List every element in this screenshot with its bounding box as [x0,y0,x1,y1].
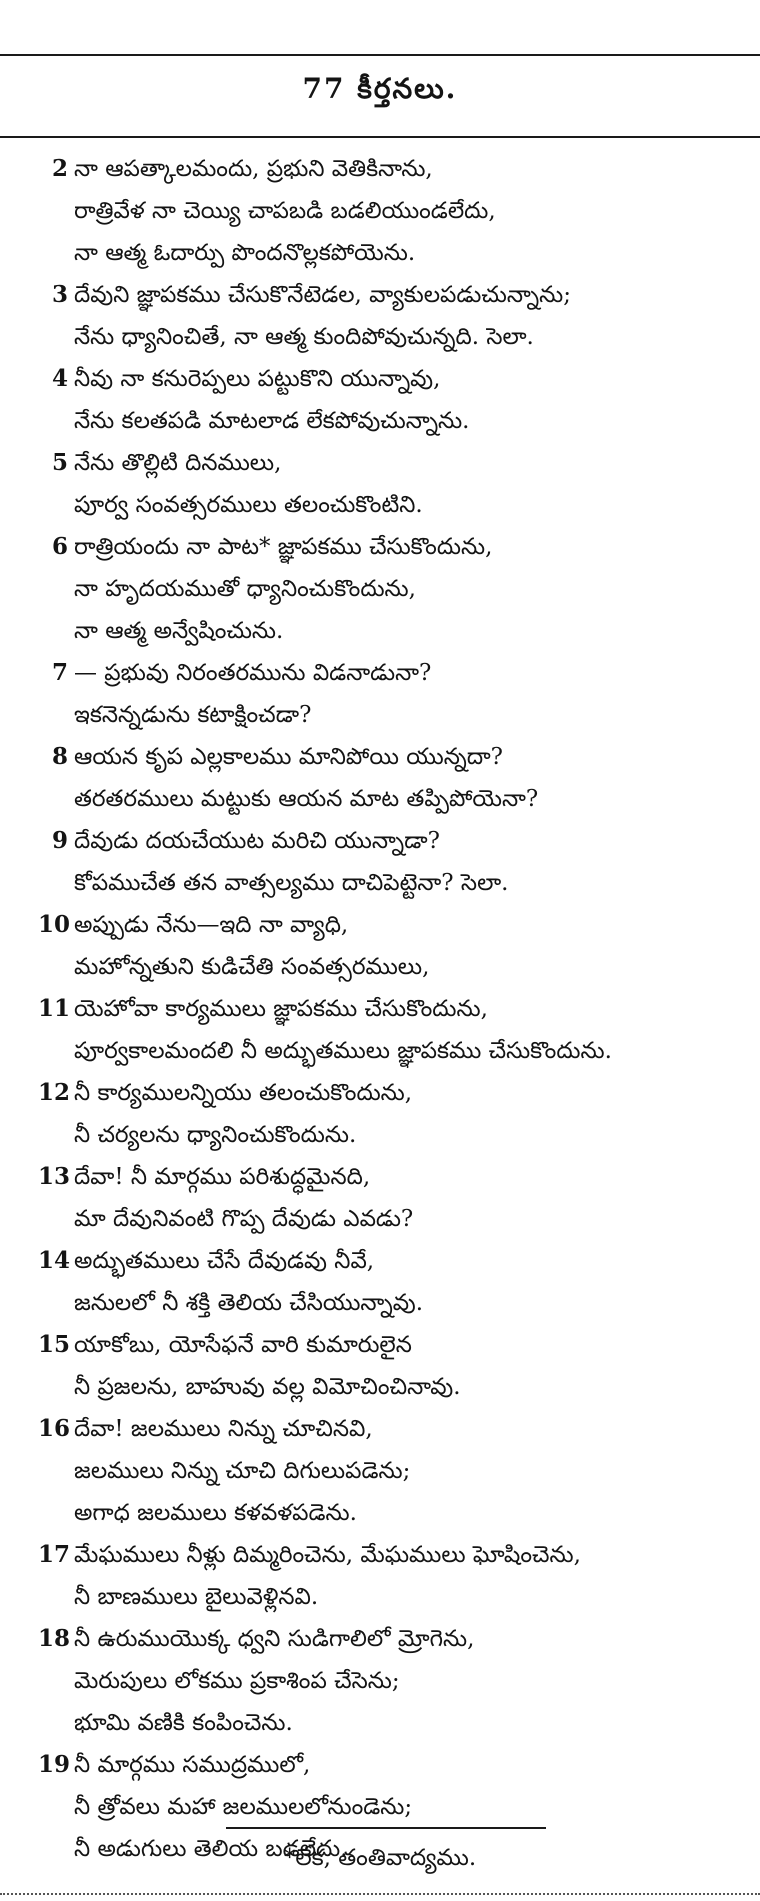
verse-number: 16 [38,1415,71,1442]
verse-text: పూర్వకాలమందలి నీ అద్భుతములు జ్ఞాపకము చేసుకొందును. [74,1038,612,1064]
verse-5 [38,442,738,526]
verse-line [38,1744,738,1786]
verse-number: 19 [38,1751,71,1778]
verse-line [38,568,738,610]
verse-text: జలములు నిన్ను చూచి దిగులుపడెను; [74,1458,411,1484]
verse-6 [38,526,738,652]
verse-text: దేవా! జలములు నిన్ను చూచినవి, [74,1416,373,1442]
verse-number: 13 [38,1163,71,1190]
verse-number: 8 [51,743,68,770]
verse-line [38,1492,738,1534]
verse-text: నీ త్రోవలు మహా జలములలోనుండెను; [74,1794,413,1820]
verse-17 [38,1534,738,1618]
verse-line [38,610,738,652]
verse-text: నీ బాణములు బైలువెళ్లినవి. [74,1584,319,1610]
verse-number: 9 [51,827,68,854]
verse-12 [38,1072,738,1156]
verse-text: మెరుపులు లోకము ప్రకాశింప చేసెను; [74,1668,400,1694]
verse-number: 4 [51,365,68,392]
verse-text: నీ కార్యములన్నియు తలంచుకొందును, [74,1080,413,1106]
verse-number: 15 [38,1331,71,1358]
verse-9 [38,820,738,904]
verse-line [38,1072,738,1114]
verse-line [38,1114,738,1156]
verse-line [38,820,738,862]
verse-text: కోపముచేత తన వాత్సల్యము దాచిపెట్టెనా? సెలా. [74,870,509,896]
verse-line [38,946,738,988]
verse-line [38,694,738,736]
verse-text: నేను కలతపడి మాటలాడ లేకపోవుచున్నాను. [74,408,470,434]
verse-line [38,1030,738,1072]
verse-text: మహోన్నతుని కుడిచేతి సంవత్సరములు, [74,954,430,980]
verse-list [38,148,738,1870]
verse-3 [38,274,738,358]
verse-text: జనులలో నీ శక్తి తెలియ చేసియున్నావు. [74,1290,424,1316]
verse-line [38,316,738,358]
verse-line [38,442,738,484]
verse-text: నీవు నా కనురెప్పలు పట్టుకొని యున్నావు, [74,366,441,392]
verse-line [38,232,738,274]
verse-text: నీ అడుగులు తెలియ బడలేదు. [74,1836,348,1862]
verse-text: రాత్రివేళ నా చెయ్యి చాపబడి బడలియుండలేదు, [74,198,496,224]
footnote-rule [226,1827,546,1829]
verse-7 [38,652,738,736]
verse-line [38,652,738,694]
verse-text: నా ఆత్మ ఓదార్పు పొందనొల్లకపోయెను. [74,240,416,266]
verse-15 [38,1324,738,1408]
verse-text: దేవా! నీ మార్గము పరిశుద్ధమైనది, [74,1164,371,1190]
verse-line [38,274,738,316]
verse-text: మా దేవునివంటి గొప్ప దేవుడు ఎవడు? [74,1206,414,1232]
verse-text: నా హృదయముతో ధ్యానించుకొందును, [74,576,416,602]
verse-16 [38,1408,738,1534]
verse-text: దేవుడు దయచేయుట మరిచి యున్నాడా? [74,828,440,854]
verse-number: 18 [38,1625,71,1652]
top-rule [0,54,760,56]
verse-line [38,1786,738,1828]
verse-number: 3 [51,281,68,308]
verse-number: 2 [51,155,68,182]
page-edge [0,1893,760,1897]
verse-text: నీ చర్యలను ధ్యానించుకొందును. [74,1122,357,1148]
verse-18 [38,1618,738,1744]
verse-line [38,358,738,400]
verse-line [38,1240,738,1282]
verse-line [38,484,738,526]
verse-line [38,1366,738,1408]
verse-text: రాత్రియందు నా పాట* జ్ఞాపకము చేసుకొందును, [74,534,493,560]
verse-line [38,988,738,1030]
verse-text: ఇకనెన్నడును కటాక్షించడా? [74,702,312,728]
verse-text: పూర్వ సంవత్సరములు తలంచుకొంటిని. [74,492,423,518]
verse-line [38,736,738,778]
verse-line [38,1324,738,1366]
verse-line [38,1618,738,1660]
verse-text: నేను తొల్లిటి దినములు, [74,450,282,476]
verse-14 [38,1240,738,1324]
verse-text: యాకోబు, యోసేఫనే వారి కుమారులైన [74,1332,412,1358]
verse-text: నీ మార్గము సముద్రములో, [74,1752,311,1778]
verse-13 [38,1156,738,1240]
verse-line [38,904,738,946]
verse-8 [38,736,738,820]
verse-line [38,1198,738,1240]
verse-text: భూమి వణికి కంపించెను. [74,1710,293,1736]
verse-number: 14 [38,1247,71,1274]
verse-text: దేవుని జ్ఞాపకము చేసుకొనేటెడల, వ్యాకులపడుచున్నాను; [74,282,571,308]
page-title: 77 కీర్తనలు. [302,72,458,105]
verse-line [38,526,738,568]
verse-line [38,400,738,442]
footnote: *లేక, తంతివాద్యము. [283,1845,477,1871]
verse-text: అద్భుతములు చేసే దేవుడవు నీవే, [74,1248,375,1274]
verse-text: అప్పుడు నేను—ఇది నా వ్యాధి, [74,912,349,938]
verse-line [38,1660,738,1702]
verse-text: నా ఆపత్కాలమందు, ప్రభుని వెతికినాను, [74,156,433,182]
verse-text: నా ఆత్మ అన్వేషించును. [74,618,284,644]
verse-text: ఆయన కృప ఎల్లకాలము మానిపోయి యున్నదా? [74,744,503,770]
verse-text: నేను ధ్యానించితే, నా ఆత్మ కుందిపోవుచున్నది. సెలా. [74,324,534,350]
verse-10 [38,904,738,988]
verse-line [38,190,738,232]
verse-text: యెహోవా కార్యములు జ్ఞాపకము చేసుకొందును, [74,996,488,1022]
verse-text: అగాధ జలములు కళవళపడెను. [74,1500,357,1526]
verse-line [38,1450,738,1492]
verse-text: నీ ఉరుముయొక్క ధ్వని సుడిగాలిలో మ్రోగెను, [74,1626,475,1652]
verse-number: 12 [38,1079,71,1106]
verse-line [38,1534,738,1576]
verse-number: 7 [51,659,68,686]
header-rule [0,136,760,138]
verse-line [38,1282,738,1324]
verse-4 [38,358,738,442]
verse-text: మేఘములు నీళ్లు దిమ్మరించెను, మేఘములు ఘోషించెను, [74,1542,581,1568]
verse-number: 10 [38,911,71,938]
verse-number: 11 [38,995,71,1022]
verse-number: 6 [51,533,68,560]
verse-line [38,778,738,820]
verse-line [38,1408,738,1450]
verse-11 [38,988,738,1072]
verse-line [38,1576,738,1618]
verse-line [38,148,738,190]
verse-2 [38,148,738,274]
verse-number: 5 [51,449,68,476]
verse-number: 17 [38,1541,71,1568]
verse-text: నీ ప్రజలను, బాహువు వల్ల విమోచించినావు. [74,1374,461,1400]
verse-line [38,862,738,904]
verse-text: తరతరములు మట్టుకు ఆయన మాట తప్పిపోయెనా? [74,786,539,812]
verse-line [38,1156,738,1198]
verse-text: — ప్రభువు నిరంతరమును విడనాడునా? [74,660,432,686]
verse-line [38,1702,738,1744]
